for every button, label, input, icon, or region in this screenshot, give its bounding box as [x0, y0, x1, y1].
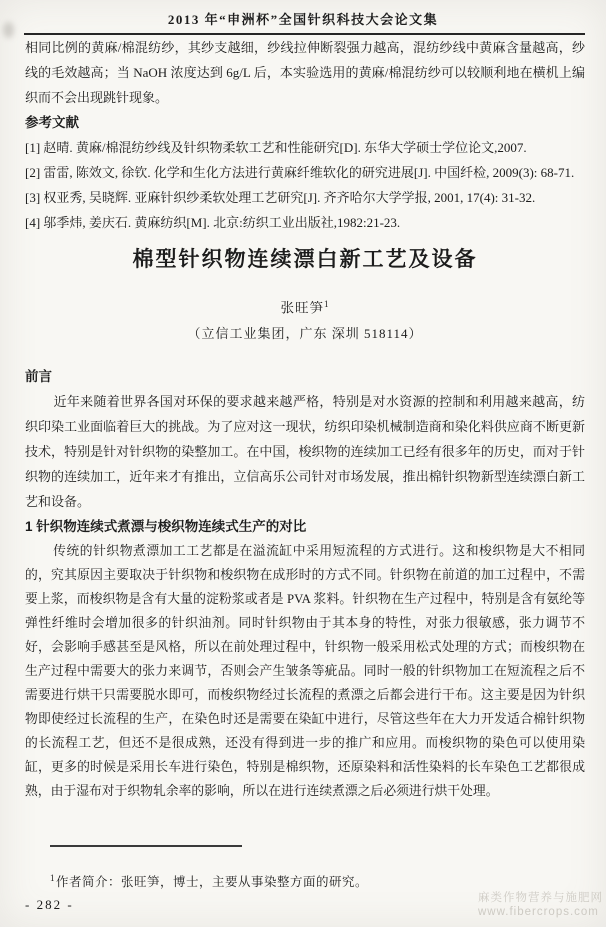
- reference-item-2: [2] 雷雷, 陈效文, 徐钦. 化学和生化方法进行黄麻纤维软化的研究进展[J]. 中国纤检, 2009(3): 68-71.: [25, 165, 575, 180]
- watermark-site-url: www.fibercrops.com: [478, 906, 599, 918]
- journal-header: 2013 年“申洲杯”全国针织科技大会论文集: [167, 12, 439, 27]
- author-footnote: [50, 872, 368, 890]
- scan-smudge-artifact: [3, 22, 14, 38]
- references-heading: 参考文献: [25, 115, 79, 130]
- footnote-text: 作者简介：张旺笋，博士，主要从事染整方面的研究。: [56, 875, 369, 889]
- author-footnote-marker: 1: [324, 299, 330, 309]
- previous-article-paragraph: 相同比例的黄麻/棉混纺纱，其纱支越细，纱线拉伸断裂强力越高，混纺纱线中黄麻含量越高，纱线的毛效越高；当 NaOH 浓度达到 6g/L 后，本实验选用的黄麻/棉混纺纱可以较顺利地在横机上编织而不会出现跳针现象。: [25, 40, 585, 105]
- section-1-paragraph: 传统的针织物煮漂加工工艺都是在溢流缸中采用短流程的方式进行。这和梭织物是大不相同的，究其原因主要取决于针织物和梭织物在成形时的方式不同。针织物在前道的加工过程中，不需要上浆，而梭织物是含有大量的淀粉浆或者是 PVA 浆料。针织物在生产过程中，特别是含有氨纶等弹性纤维时会增加很多的针织油剂。同时针织物由于其本身的特性，对张力很敏感，张力调节不好，会影响手感甚至是风格，所以在前处理过程中，针织物一般采用松式处理的方式；而梭织物在生产过程中需要大的张力来调节，否则会产生皱条等疵品。同时一般的针织物加工在短流程之后不需要进行烘干只需要脱水即可，而梭织物经过长流程的煮漂之后都会进行干布。这主要是因为针织物即使经过长流程的生产，在染色时还是需要在染缸中进行，尽管这些年在大力开发适合棉针织物的长流程工艺，但还不是很成熟，还没有得到进一步的推广和应用。而梭织物的染色可以使用染缸，更多的时候是采用长车进行染色，特别是棉织物，还原染料和活性染料的长车染色工艺都很成熟，由于湿布对于织物轧余率的影响，所以在进行连续煮漂之后必须进行烘干处理。: [25, 543, 585, 798]
- section-heading-preface: 前言: [25, 368, 52, 384]
- preface-paragraph: 近年来随着世界各国对环保的要求越来越严格，特别是对水资源的控制和利用越来越高，纺织印染工业面临着巨大的挑战。为了应对这一现状，纺织印染机械制造商和染化料供应商不断更新技术，特别是针对针织物的染整加工。在中国，梭织物的连续加工已经有很多年的历史，而对于针织物的连续加工，近年来才有推出，立信高乐公司针对市场发展，推出棉针织物新型连续漂白新工艺和设备。: [25, 393, 585, 509]
- article-author: [25, 295, 585, 318]
- page-body: [25, 35, 585, 803]
- page-number: - 282 -: [25, 897, 74, 912]
- article-title: 棉型针织物连续漂白新工艺及设备: [132, 248, 478, 271]
- footnote-divider: [50, 845, 242, 847]
- reference-item-4: [4] 邬季炜, 姜庆石. 黄麻纺织[M]. 北京:纺织工业出版社,1982:21-23.: [25, 215, 401, 230]
- footnote-marker: 1: [50, 872, 55, 883]
- reference-item-3: [3] 权亚秀, 吴晓辉. 亚麻针织纱柔软处理工艺研究[J]. 齐齐哈尔大学学报, 2001, 17(4): 31-32.: [25, 190, 536, 205]
- article-affiliation: （立信工业集团，广东 深圳 518114）: [187, 325, 423, 341]
- section-heading-1: 1 针织物连续式煮漂与梭织物连续式生产的对比: [25, 518, 307, 534]
- reference-item-1: [1] 赵晴. 黄麻/棉混纺纱线及针织物柔软工艺和性能研究[D]. 东华大学硕士学位论文,2007.: [25, 140, 527, 155]
- watermark: [478, 891, 603, 919]
- watermark-site-name: 麻类作物营养与施肥网: [478, 892, 603, 904]
- author-name: 张旺笋: [280, 300, 324, 316]
